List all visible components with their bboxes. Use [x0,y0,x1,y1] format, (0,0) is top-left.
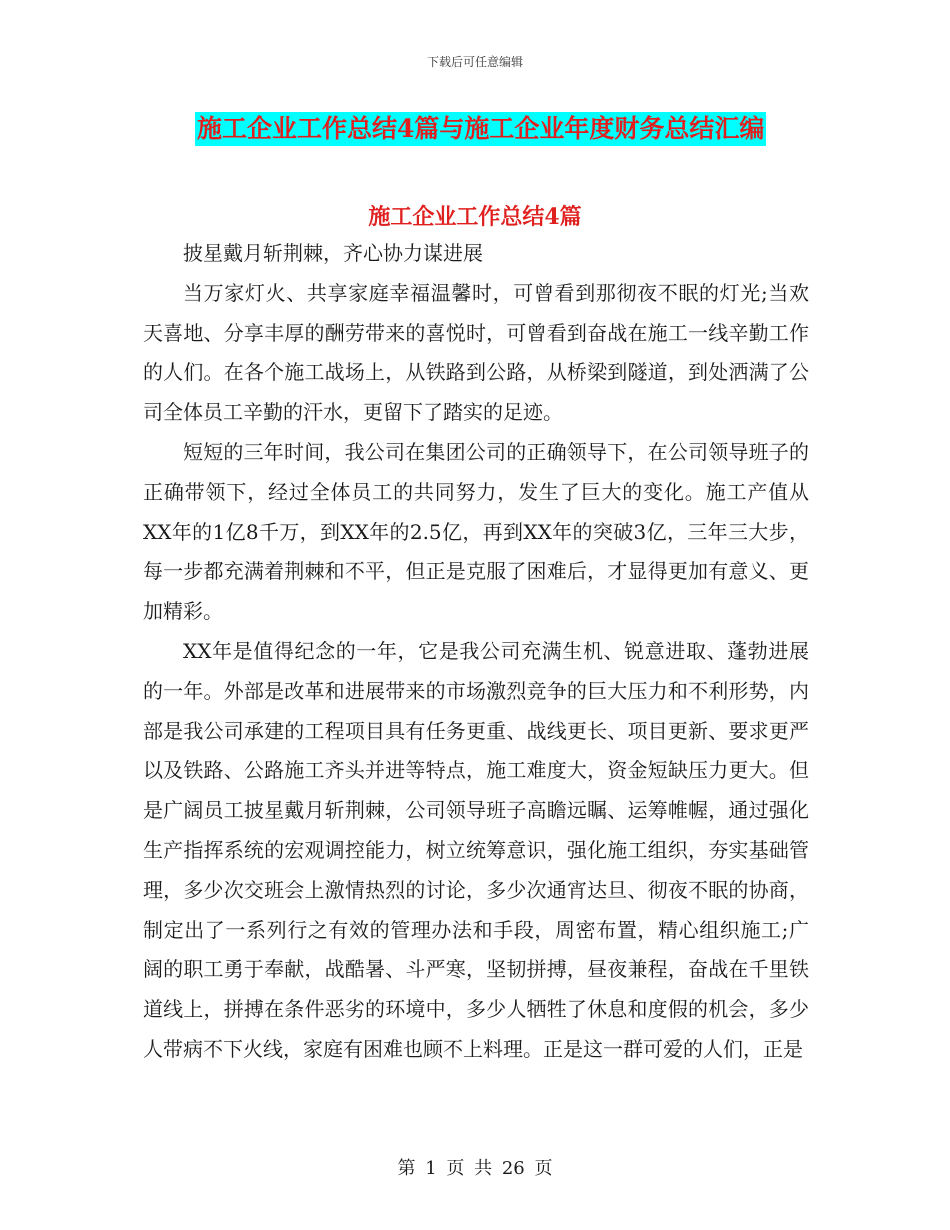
body-paragraph-subtitle: 披星戴月斩荆棘，齐心协力谋进展 [183,241,483,265]
body-paragraph: XX年是值得纪念的一年，它是我公司充满生机、锐意进取、蓬勃进展的一年。外部是改革和进展带来的市场激烈竞争的巨大压力和不利形势，内部是我公司承建的工程项目具有任务更重、战线更长、项目更新、要求更严以及铁路、公路施工齐头并进等特点，施工难度大，资金短缺压力更大。但是广阔员工披星戴月斩荆棘，公司领导班子高瞻远瞩、运筹帷幄，通过强化生产指挥系统的宏观调控能力，树立统筹意识，强化施工组织，夯实基础管理，多少次交班会上激情热烈的讨论，多少次通宵达旦、彻夜不眠的协商，制定出了一系列行之有效的管理办法和手段，周密布置，精心组织施工;广阔的职工勇于奉献，战酷暑、斗严寒，坚韧拼搏，昼夜兼程，奋战在千里铁道线上，拼搏在条件恶劣的环境中，多少人牺牲了休息和度假的机会，多少人带病不下火线，家庭有困难也顾不上料理。正是这一群可爱的人们，正是 [143,638,809,1061]
page-header-note: 下载后可任意编辑 [426,55,523,69]
body-paragraph: 当万家灯火、共享家庭幸福温馨时，可曾看到那彻夜不眠的灯光;当欢天喜地、分享丰厚的酬劳带来的喜悦时，可曾看到奋战在施工一线辛勤工作的人们。在各个施工战场上，从铁路到公路，从桥梁到隧道，到处洒满了公司全体员工辛勤的汗水，更留下了踏实的足迹。 [143,280,809,425]
section-title: 施工企业工作总结4篇 [368,204,582,230]
document-main-title: 施工企业工作总结4篇与施工企业年度财务总结汇编 [195,112,766,146]
document-body [143,234,809,1070]
page-number-footer: 第 1 页 共 26 页 [397,1158,553,1179]
body-paragraph: 短短的三年时间，我公司在集团公司的正确领导下，在公司领导班子的正确带领下，经过全体员工的共同努力，发生了巨大的变化。施工产值从XX年的1亿8千万，到XX年的2.5亿，再到XX年的突破3亿，三年三大步，每一步都充满着荆棘和不平，但正是克服了困难后，才显得更加有意义、更加精彩。 [143,439,809,624]
